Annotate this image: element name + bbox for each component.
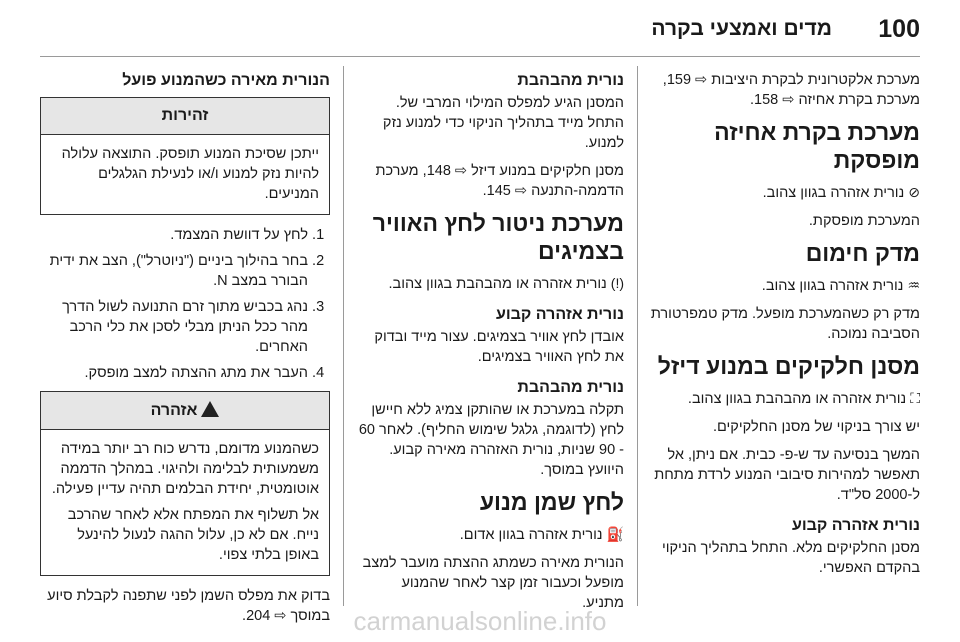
pf-text: ⛶ נורית אזהרה או מהבהבת בגוון צהוב.	[687, 390, 920, 407]
column-right	[650, 70, 920, 586]
heading-ws-flash: נורית מהבהבת	[517, 379, 624, 396]
tc-off-text: ⊘ נורית אזהרה בגוון צהוב.	[762, 184, 920, 201]
warning-header	[41, 392, 329, 430]
oil-text: ⛽ נורית אזהרה בגוון אדום.	[459, 526, 624, 543]
step-item: 3. נהג בכביש מתוך זרם התנועה לשול הדרך מהר ככל הניתן מבלי לסכן את כלי הרכב האחרים.	[40, 297, 308, 357]
warning-text-1: כשהמנוע מדומם, נדרש כוח רב יותר במידה משמעותית לבלימה ולהיגוי. במהלך הדממה אוטומטית, יחידת הבלמים תהיה עדיין פעילה.	[51, 441, 319, 497]
flash-text: המסנן הגיע למפלס המילוי המרבי של. התחל מייד בתהליך הניקוי כדי למנוע נזק למנוע.	[382, 95, 624, 151]
warning-triangle-icon	[201, 401, 219, 417]
intro-paragraph: מערכת אלקטרונית לבקרת היציבות ⇨ 159, מערכת בקרת אחיזה ⇨ 158.	[662, 72, 920, 108]
heading-fog: מדק חימום	[805, 240, 920, 266]
page-header	[0, 0, 960, 56]
ws-lit-text: אובדן לחץ אוויר בצמיגים. עצור מייד ובדוק את לחץ האוויר בצמיגים.	[374, 329, 624, 365]
page-number: 100	[878, 15, 920, 43]
column-middle	[356, 70, 624, 621]
header-rule	[40, 56, 920, 57]
step-item: 1. לחץ על דוושת המצמד.	[40, 225, 308, 245]
ws-text: (!) נורית אזהרה או מהבהבת בגוון צהוב.	[388, 275, 624, 292]
column-divider	[343, 66, 344, 606]
traction-off-icon: ⊘	[908, 184, 920, 200]
pf-text3: המשך בנסיעה עד ש-פ- כבית. אם ניתן, אל תאפשר למהירות סיבובי המנוע לרדת מתחת ל-2000 סל"ד.	[654, 447, 920, 503]
pf-text2: יש צורך בניקוי של מסנן החלקיקים.	[712, 419, 920, 435]
step-item: 2. בחר בהילוך ביניים ("ניוטרל"), הצב את ידית הבורר במצב N.	[40, 251, 308, 291]
watermark: carmanualsonline.info	[353, 606, 607, 636]
heading-ws-lit: נורית אזהרה קבוע	[495, 306, 624, 323]
oil-text2: הנורית מאירה כשמתג ההצתה מועבר למצב מופעל וכעבור זמן קצר לאחר שהמנוע מתניע.	[362, 555, 624, 611]
column-left	[40, 70, 330, 634]
heading-traction-off: מערכת בקרת אחיזה מופסקת	[714, 119, 920, 173]
heading-particle-filter: מסנן חלקיקים במנוע דיזל	[657, 353, 920, 379]
step-item: 4. העבר את מתג ההצתה למצב מופסק.	[40, 363, 308, 383]
fog-text: ♒ נורית אזהרה בגוון צהוב.	[761, 277, 920, 294]
warning-text-2: אל תשלוף את המפתח אלא לאחר שהרכב נייח. אם לא כן, עלול ההגה לנעול להינעל באופן בלתי צפוי.	[67, 507, 319, 563]
chapter-title: מדים ואמצעי בקרה	[651, 17, 832, 40]
heading-flash: נורית מהבהבת	[517, 72, 624, 89]
particle-filter-icon: ⛶	[910, 390, 920, 406]
ws-flash-text: תקלה במערכת או שהותקן צמיג ללא חיישן לחץ (לדוגמה, גלגל שימוש החליף). לאחר 60 - 90 שניות, נורית האזהרה מאירה קבוע. היוועץ במוסך.	[358, 402, 624, 478]
notice-box	[40, 97, 330, 215]
oil-can-icon: ⛽	[606, 526, 624, 542]
heading-running: הנורית מאירה כשהמנוע פועל	[122, 72, 330, 89]
lit-text: מסנן החלקיקים מלא. התחל בתהליך הניקוי בהקדם האפשרי.	[661, 540, 920, 576]
final-text: בדוק את מפלס השמן לפני שתפנה לקבלת סיוע במוסך ⇨ 204.	[47, 588, 330, 624]
notice-text: ייתכן שסיכת המנוע תופסק. התוצאה עלולה להיות נזק למנוע ו/או לנעילת הגלגלים המניעים.	[61, 146, 319, 202]
tc-off-text2: המערכת מופסקת.	[808, 213, 920, 229]
notice-title: זהירות	[41, 98, 329, 135]
flash-text2: מסנן חלקיקים במנוע דיזל ⇨ 148, מערכת הדממה-התנעה ⇨ 145.	[375, 163, 624, 199]
heading-lit: נורית אזהרה קבוע	[791, 517, 920, 534]
heading-oil-pressure: לחץ שמן מנוע	[479, 489, 624, 515]
column-divider	[637, 66, 638, 606]
warning-box	[40, 391, 330, 576]
fog-text2: מדק רק כשהמערכת מופעל. מדק טמפרטורת הסביבה נמוכה.	[650, 306, 920, 342]
tire-pressure-icon: (!)	[610, 275, 624, 291]
glow-plug-icon: ♒	[907, 277, 920, 293]
heading-tire-pressure: מערכת ניטור לחץ האוויר בצמיגים	[372, 210, 624, 264]
steps-list	[40, 225, 330, 383]
warning-title: אזהרה	[150, 402, 198, 419]
